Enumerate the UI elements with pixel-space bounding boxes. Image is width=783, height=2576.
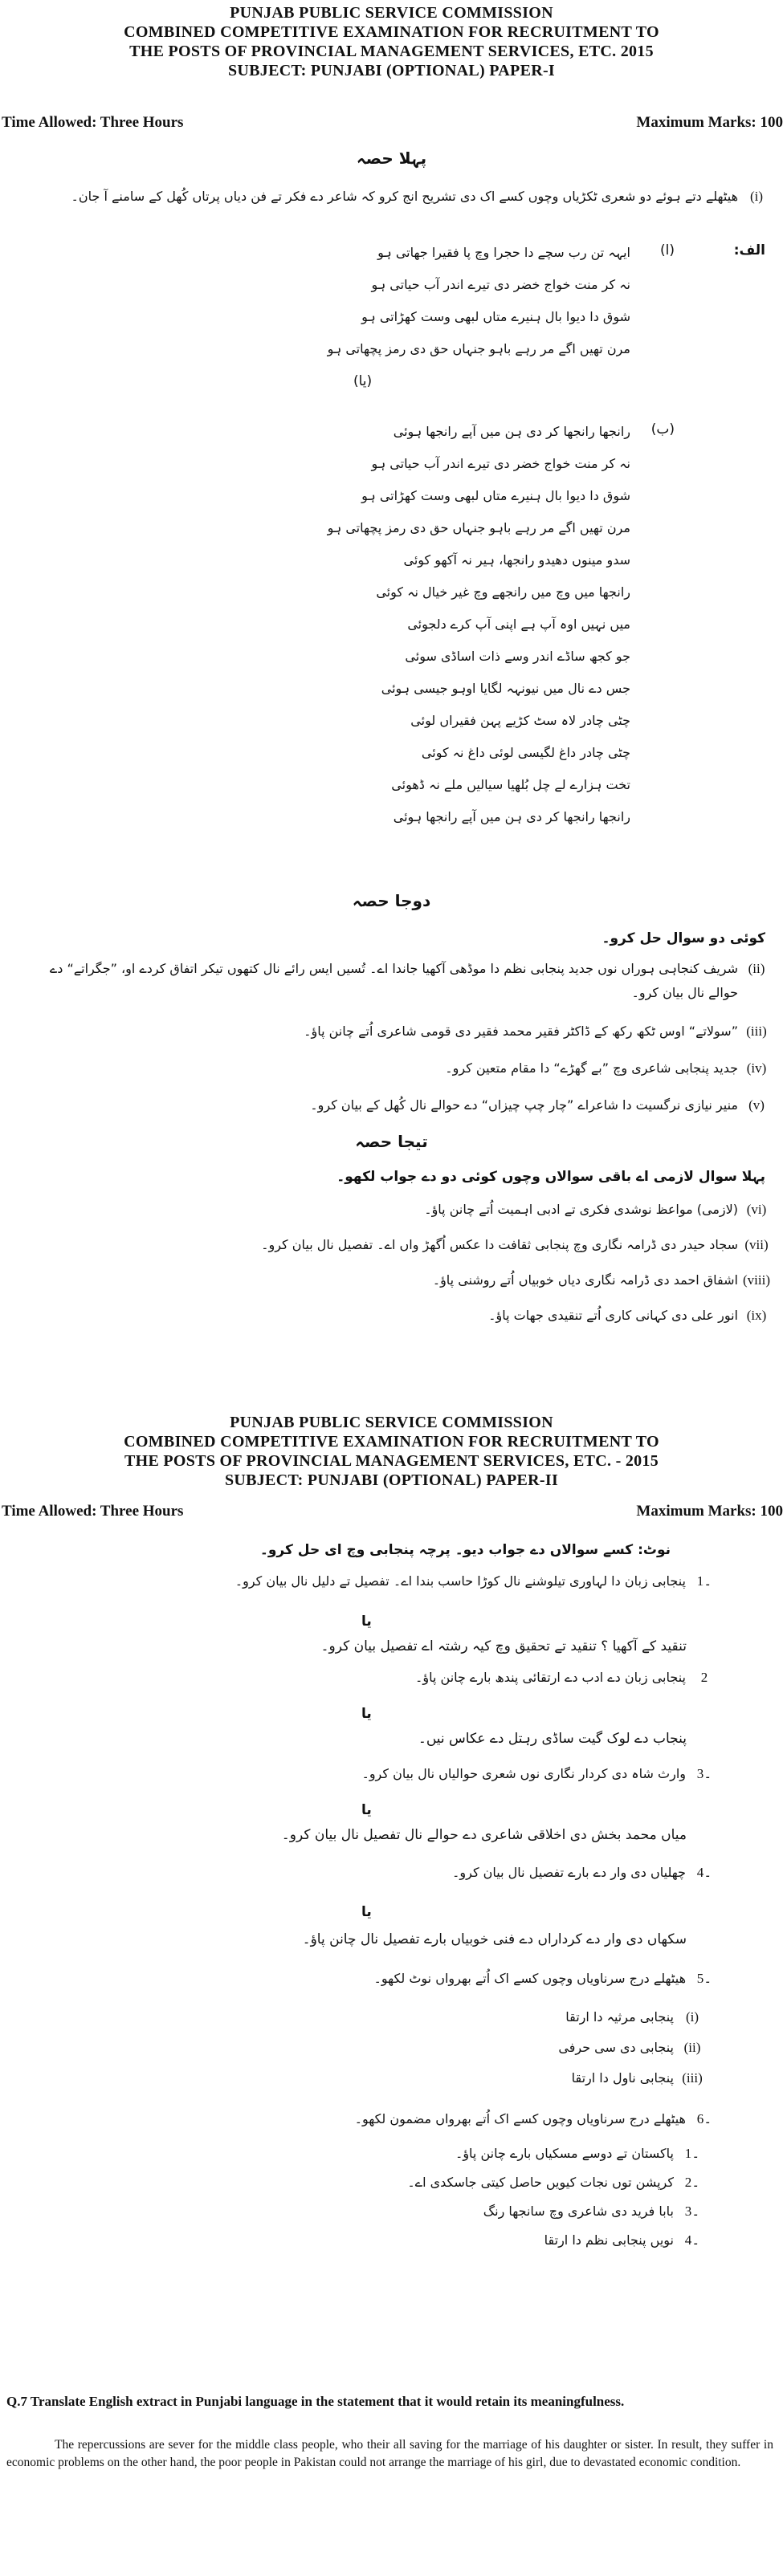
question-number: (i) xyxy=(749,189,764,204)
item-text: پنجابی دی سی حرفی xyxy=(558,2040,674,2055)
exam-title-line: COMBINED COMPETITIVE EXAMINATION FOR RECRUITMENT TO xyxy=(124,23,659,41)
p2-q6-list xyxy=(16,2137,711,2252)
ya-label: یا xyxy=(361,1614,372,1630)
subject-line: SUBJECT: PUNJABI (OPTIONAL) PAPER-II xyxy=(224,1471,559,1489)
question-number: 1۔ xyxy=(696,1573,712,1589)
question-number: (vi) xyxy=(746,1202,767,1217)
part2-title: دوجا حصہ xyxy=(352,891,431,910)
paper2-note: نوٹ: کسے سوالاں دے جواب دیو۔ پرچہ پنجابی وچ ای حل کرو۔ xyxy=(259,1542,671,1558)
p2-question-2b: پنجاب دے لوک گیت ساڈی رہتل دے عکاس نیں۔ xyxy=(418,1731,687,1747)
question-3 xyxy=(16,1019,775,1044)
exam-title-line: THE POSTS OF PROVINCIAL MANAGEMENT SERVICES, ETC. - 2015 xyxy=(124,1452,659,1470)
commission-title: PUNJAB PUBLIC SERVICE COMMISSION xyxy=(230,1414,553,1431)
p2-question-1b: تنقید کے آکھیا ؟ تنقید تے تحقیق وچ کیہ رشتہ اے تفصیل بیان کرو۔ xyxy=(320,1638,687,1654)
poem-line: تخت ہزارے لے چل بُلھیا سیالیں ملے نہ ڈھوئی xyxy=(391,777,630,792)
time-allowed: Time Allowed: Three Hours xyxy=(2,114,184,131)
p2-question-2 xyxy=(16,1666,723,1690)
p2-question-4b: سکھاں دی وار دے کرداراں دے فنی خوبیاں بارے تفصیل نال چانن پاؤ۔ xyxy=(302,1931,687,1947)
paper1-meta xyxy=(0,114,783,132)
question-text: ھیٹھلے دتے ہوئے دو شعری ٹکڑیاں وچوں کسے اک دی تشریح انج کرو کہ شاعر دے فکر تے فن دیاں پرتاں کُھل کے سامنے آ جان۔ xyxy=(71,189,738,204)
part3-instruction: پہلا سوال لازمی اے باقی سوالاں وچوں کوئی دو دے جواب لکھو۔ xyxy=(336,1169,765,1185)
p2-q5-list xyxy=(16,1999,711,2090)
p2-question-3b: میاں محمد بخش دی اخلاقی شاعری دے حوالے نال تفصیل نال بیان کرو۔ xyxy=(281,1827,687,1843)
time-allowed: Time Allowed: Three Hours xyxy=(2,1503,184,1520)
maximum-marks: Maximum Marks: 100 xyxy=(636,1503,783,1520)
item-number: (ii) xyxy=(683,2040,701,2055)
list-item xyxy=(16,2066,711,2090)
question-text: منیر نیازی نرگسیت دا شاعراے ”چار چپ چیزاں“ دے حوالے نال کُھل کے بیان کرو۔ xyxy=(310,1097,738,1113)
question-text: اشفاق احمد دی ڈرامہ نگاری دیاں خوبیاں اُتے روشنی پاؤ۔ xyxy=(432,1272,738,1288)
poem-line: مرن تھیں اگے مر رہے باہو جنہاں حق دی رمز پچھاتی ہو xyxy=(327,341,630,356)
ya-label: یا xyxy=(361,1706,372,1722)
question-1 xyxy=(16,185,775,209)
question-number: (iii) xyxy=(746,1023,767,1039)
question-number: (ii) xyxy=(748,961,765,976)
item-text: نویں پنجابی نظم دا ارتقا xyxy=(544,2232,674,2248)
poem-line: رانجھا رانجھا کر دی ہن میں آپے رانجھا ہوئی xyxy=(393,424,630,439)
question-text: ”سولاتے“ اوس ٹکھ رکھ کے ڈاکٹر فقیر محمد فقیر دی قومی شاعری اُتے چانن پاؤ۔ xyxy=(304,1023,738,1039)
part2-instruction: کوئی دو سوال حل کرو۔ xyxy=(602,930,765,946)
poem-line: شوق دا دیوا بال ہنیرے متاں لبھی وست کھڑاتی ہو xyxy=(361,488,630,503)
list-item xyxy=(16,2005,711,2029)
question-number: 5۔ xyxy=(696,1971,712,1986)
poem-line: سدو مینوں دھیدو رانجھا، ہیر نہ آکھو کوئی xyxy=(403,552,630,568)
q7-title: Q.7 Translate English extract in Punjabi language in the statement that it would retain its meaningfulness. xyxy=(6,2394,625,2409)
question-6 xyxy=(16,1198,775,1222)
list-item xyxy=(16,2142,711,2166)
q7-body: The repercussions are sever for the middle class people, who their all saving for the marriage of his daughter or sister. In result, they suffer in economic problems on the other hand, the poor people in Pakistan could not arrange the marriage of his girl, due to devastated economic condition. xyxy=(6,2438,773,2469)
question-number: 4۔ xyxy=(696,1865,712,1880)
question-number: (iv) xyxy=(746,1060,767,1076)
poem-a xyxy=(213,237,630,365)
item-text: بابا فرید دی شاعری وچ سانجھا رنگ xyxy=(483,2204,674,2219)
poem-line: شوق دا دیوا بال ہنیرے متاں لبھی وست کھڑاتی ہو xyxy=(361,309,630,324)
question-text: جدید پنجابی شاعری وچ ”بے گھڑے“ دا مقام متعین کرو۔ xyxy=(445,1060,738,1076)
question-number: (v) xyxy=(748,1097,765,1113)
question-number: 2 xyxy=(700,1670,708,1685)
item-text: پنجابی ناول دا ارتقا xyxy=(571,2070,674,2086)
paper1-header xyxy=(0,3,783,80)
poem-line: نہ کر منت خواج خضر دی تیرے اندر آب حیاتی ہو xyxy=(371,277,630,292)
ya-label: یا xyxy=(361,1802,372,1818)
question-number: (viii) xyxy=(743,1272,770,1288)
question-2 xyxy=(16,957,775,1005)
part1-title: پہلا حصہ xyxy=(356,149,427,168)
poem-line: مرن تھیں اگے مر رہے باہو جنہاں حق دی رمز پچھاتی ہو xyxy=(327,520,630,535)
question-number: (ix) xyxy=(746,1308,767,1323)
question-4 xyxy=(16,1056,775,1080)
list-item xyxy=(16,2171,711,2195)
list-item xyxy=(16,2228,711,2252)
question-number: (vii) xyxy=(744,1237,769,1252)
part-a-label: (ا) xyxy=(660,242,675,258)
ya-label: (یا) xyxy=(353,373,373,389)
maximum-marks: Maximum Marks: 100 xyxy=(636,114,783,131)
question-text: چھلیاں دی وار دے بارے تفصیل نال بیان کرو۔ xyxy=(452,1865,686,1880)
list-item xyxy=(16,2036,711,2060)
item-number: (i) xyxy=(685,2009,699,2025)
poem-line: چٹی چادر داغ لگیسی لوئی داغ نہ کوئی xyxy=(421,745,630,760)
paper2-meta xyxy=(0,1503,783,1520)
item-text: کرپشن توں نجات کیویں حاصل کیتی جاسکدی اے۔ xyxy=(407,2175,674,2190)
poem-line: جس دے نال میں نیونہہ لگایا اوہو جیسی ہوئی xyxy=(381,681,630,696)
item-number: 1۔ xyxy=(684,2146,700,2161)
subject-line: SUBJECT: PUNJABI (OPTIONAL) PAPER-I xyxy=(228,62,555,79)
commission-title: PUNJAB PUBLIC SERVICE COMMISSION xyxy=(230,4,553,22)
poem-line: نہ کر منت خواج خضر دی تیرے اندر آب حیاتی ہو xyxy=(371,456,630,471)
question-number: 6۔ xyxy=(696,2111,712,2126)
question-8 xyxy=(16,1268,775,1292)
item-number: 2۔ xyxy=(684,2175,700,2190)
alif-label: الف: xyxy=(733,242,765,258)
list-item xyxy=(16,2200,711,2224)
question-5 xyxy=(16,1093,775,1117)
p2-question-1 xyxy=(16,1569,723,1593)
item-text: پنجابی مرثیہ دا ارتقا xyxy=(565,2009,674,2025)
poem-line: ایہہ تن رب سچے دا حجرا وچ پا فقیرا جھاتی ہو xyxy=(377,245,630,260)
poem-line: جو کجھ ساڈے اندر وسے ذات اساڈی سوئی xyxy=(405,649,630,664)
exam-title-line: THE POSTS OF PROVINCIAL MANAGEMENT SERVICES, ETC. 2015 xyxy=(129,43,654,60)
poem-line: رانجھا میں وچ میں رانجھے وچ غیر خیال نہ کوئی xyxy=(376,584,630,600)
part3-title: تیجا حصہ xyxy=(355,1132,428,1151)
question-text: سجاد حیدر دی ڈرامہ نگاری وچ پنجابی ثقافت دا عکس اُگھڑ واں اے۔ تفصیل نال بیان کرو۔ xyxy=(261,1237,738,1252)
question-text: ھیٹھلے درج سرناویاں وچوں کسے اک اُتے بھرواں مضمون لکھو۔ xyxy=(354,2111,686,2126)
p2-question-3 xyxy=(16,1762,723,1786)
item-number: (iii) xyxy=(682,2070,703,2086)
poem-b xyxy=(213,416,630,833)
ya-label: یا xyxy=(361,1904,372,1920)
question-9 xyxy=(16,1304,775,1328)
item-text: پاکستان تے دوسے مسکیاں بارے چانن پاؤ۔ xyxy=(455,2146,674,2161)
question-7 xyxy=(16,1233,775,1257)
poem-line: رانجھا رانجھا کر دی ہن میں آپے رانجھا ہوئی xyxy=(393,809,630,824)
item-number: 4۔ xyxy=(684,2232,700,2248)
question-text: پنجابی زبان دے ادب دے ارتقائی پندھ بارے چانن پاؤ۔ xyxy=(415,1670,686,1685)
part-b-label: (ب) xyxy=(650,421,675,437)
poem-line: میں نہیں اوہ آپ ہے اپنی آپ کرے دلجوئی xyxy=(407,617,630,632)
p2-question-4 xyxy=(16,1861,723,1885)
exam-title-line: COMBINED COMPETITIVE EXAMINATION FOR RECRUITMENT TO xyxy=(124,1433,659,1451)
question-text: شریف کنجاہی ہوراں نوں جدید پنجابی نظم دا موڈھی آکھیا جاندا اے۔ تُسیں ایس رائے نال کتھوں تیکر اتفاق کردے او، ”جگراتے“ دے حوالے نال بیان کرو۔ xyxy=(49,961,738,1000)
question-text: (لازمی) مواعظ نوشدی فکری تے ادبی اہمیت اُتے چانن پاؤ۔ xyxy=(424,1202,738,1217)
question-text: وارث شاہ دی کردار نگاری نوں شعری حوالیاں نال بیان کرو۔ xyxy=(361,1766,686,1781)
question-text: ھیٹھلے درج سرناویاں وچوں کسے اک اُتے بھرواں نوٹ لکھو۔ xyxy=(373,1971,686,1986)
question-number: 3۔ xyxy=(696,1766,712,1781)
poem-line: چٹی چادر لاہ سٹ کڑیے پہن فقیراں لوئی xyxy=(410,713,630,728)
p2-question-6 xyxy=(16,2107,723,2131)
item-number: 3۔ xyxy=(684,2204,700,2219)
paper2-header xyxy=(0,1413,783,1490)
p2-question-5 xyxy=(16,1967,723,1991)
question-text: پنجابی زبان دا لہاوری تیلوشنے نال کوڑا حاسب بندا اے۔ تفصیل تے دلیل نال بیان کرو۔ xyxy=(234,1573,686,1589)
question-text: انور علی دی کہانی کاری اُتے تنقیدی جھات پاؤ۔ xyxy=(488,1308,738,1323)
